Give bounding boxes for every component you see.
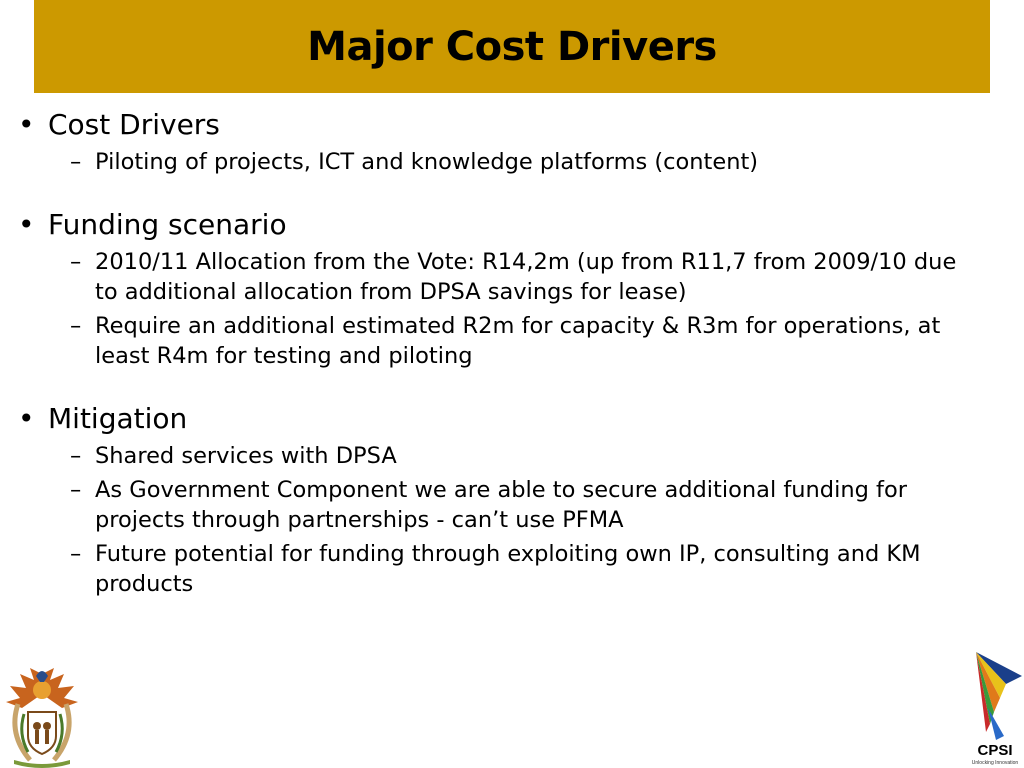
bullet-heading [0,401,1000,437]
sub-item [0,539,1000,599]
cpsi-logo-icon [966,648,1024,768]
dash-marker: – [70,249,82,275]
cpsi-tagline: Unlocking Innovation [971,760,1019,766]
dash-marker: – [70,313,82,339]
sub-item-text: Future potential for funding through exploiting own IP, consulting and KM products [95,541,921,597]
bullet-dot: • [18,108,35,141]
bullet-dot: • [18,402,35,435]
bullet-heading [0,107,1000,143]
slide-content [0,107,1000,629]
sub-item-text: Piloting of projects, ICT and knowledge platforms (content) [95,149,759,175]
sub-item [0,147,1000,177]
title-bar [34,0,990,93]
bullet-heading [0,207,1000,243]
bullet-text: Mitigation [48,402,188,435]
dash-marker: – [70,149,82,175]
bullet-dot: • [18,208,35,241]
sub-item [0,475,1000,535]
dash-marker: – [70,541,82,567]
dash-marker: – [70,443,82,469]
sub-item [0,441,1000,471]
sub-item-text: As Government Component we are able to secure additional funding for projects through partnerships - can’t use PFMA [95,477,907,533]
section-mitigation [0,401,1000,599]
sub-item [0,247,1000,307]
sub-item-text: 2010/11 Allocation from the Vote: R14,2m (up from R11,7 from 2009/10 due to additional allocation from DPSA savings for lease) [95,249,957,305]
sub-item-text: Shared services with DPSA [95,443,397,469]
dash-marker: – [70,477,82,503]
bullet-text: Cost Drivers [48,108,220,141]
sa-coat-of-arms-icon [0,664,84,768]
page-title: Major Cost Drivers [307,23,717,70]
section-funding-scenario [0,207,1000,371]
bullet-text: Funding scenario [48,208,287,241]
cpsi-logo-text: CPSI [977,742,1013,759]
sub-item [0,311,1000,371]
section-cost-drivers [0,107,1000,177]
sub-item-text: Require an additional estimated R2m for capacity & R3m for operations, at least R4m for testing and piloting [95,313,941,369]
